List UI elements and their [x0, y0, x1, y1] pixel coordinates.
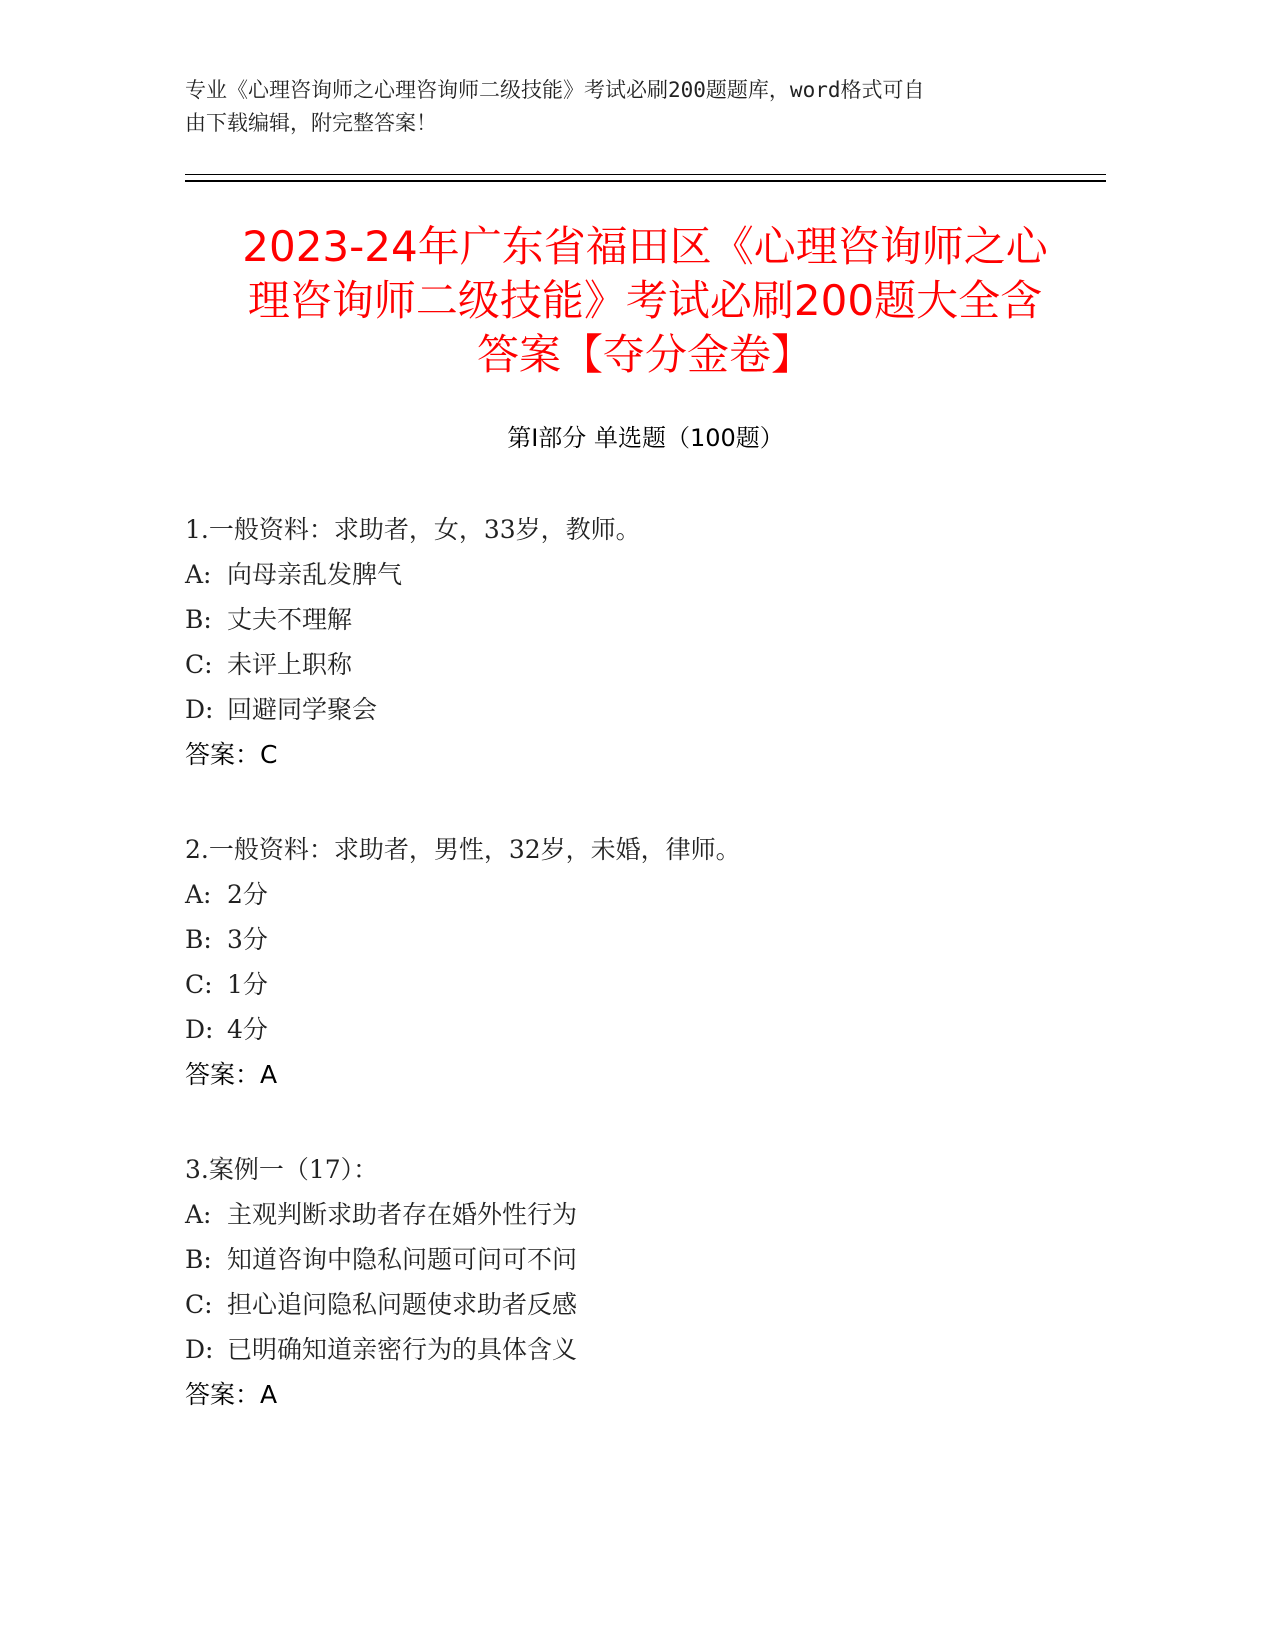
question-stem: 3.案例一（17）：	[185, 1155, 379, 1184]
option-letter: B:	[185, 1245, 212, 1274]
option-d	[185, 1327, 1106, 1372]
intro-line-2: 由下载编辑，附完整答案！	[185, 111, 437, 135]
option-text: 已明确知道亲密行为的具体含义	[227, 1335, 578, 1364]
intro-text	[185, 74, 1065, 140]
section-title: 第Ⅰ部分 单选题（100题）	[507, 424, 784, 452]
answer-line: 答案：C	[185, 740, 278, 769]
option-text: 主观判断求助者存在婚外性行为	[227, 1200, 578, 1229]
option-text: 未评上职称	[227, 650, 353, 679]
option-text: 1分	[227, 970, 268, 999]
option-text: 2分	[227, 880, 268, 909]
option-letter: C:	[185, 650, 213, 679]
option-b	[185, 1237, 1106, 1282]
option-letter: A:	[185, 560, 212, 589]
option-d	[185, 687, 1106, 732]
option-text: 回避同学聚会	[227, 695, 378, 724]
option-a	[185, 1192, 1106, 1237]
option-letter: D:	[185, 695, 214, 724]
option-text: 知道咨询中隐私问题可问可不问	[227, 1245, 578, 1274]
option-a	[185, 872, 1106, 917]
title-line-3: 答案【夺分金卷】	[476, 330, 813, 379]
option-c	[185, 962, 1106, 1007]
option-c	[185, 1282, 1106, 1327]
option-text: 4分	[227, 1015, 268, 1044]
answer-line: 答案：A	[185, 1060, 278, 1089]
option-letter: B:	[185, 605, 212, 634]
question-stem: 1.一般资料：求助者，女，33岁，教师。	[185, 515, 641, 544]
option-text: 3分	[227, 925, 268, 954]
option-letter: A:	[185, 1200, 212, 1229]
answer-line: 答案：A	[185, 1380, 278, 1409]
header-divider-thick	[185, 180, 1106, 182]
question-stem: 2.一般资料：求助者，男性，32岁，未婚，律师。	[185, 835, 741, 864]
option-b	[185, 917, 1106, 962]
option-letter: D:	[185, 1015, 214, 1044]
question-list	[185, 507, 1106, 1467]
option-text: 丈夫不理解	[227, 605, 353, 634]
option-text: 担心追问隐私问题使求助者反感	[227, 1290, 578, 1319]
intro-line-1: 专业《心理咨询师之心理咨询师二级技能》考试必刷200题题库，word格式可自	[185, 78, 925, 102]
option-letter: A:	[185, 880, 212, 909]
option-b	[185, 597, 1106, 642]
option-text: 向母亲乱发脾气	[227, 560, 403, 589]
title-line-1: 2023-24年广东省福田区《心理咨询师之心	[242, 222, 1048, 271]
option-letter: C:	[185, 1290, 213, 1319]
option-d	[185, 1007, 1106, 1052]
header-divider-thin	[185, 174, 1106, 175]
question-1	[185, 507, 1106, 827]
option-a	[185, 552, 1106, 597]
title-line-2: 理咨询师二级技能》考试必刷200题大全含	[247, 276, 1043, 325]
question-3	[185, 1147, 1106, 1467]
question-2	[185, 827, 1106, 1147]
option-c	[185, 642, 1106, 687]
option-letter: C:	[185, 970, 213, 999]
document-title	[160, 220, 1130, 382]
option-letter: D:	[185, 1335, 214, 1364]
option-letter: B:	[185, 925, 212, 954]
